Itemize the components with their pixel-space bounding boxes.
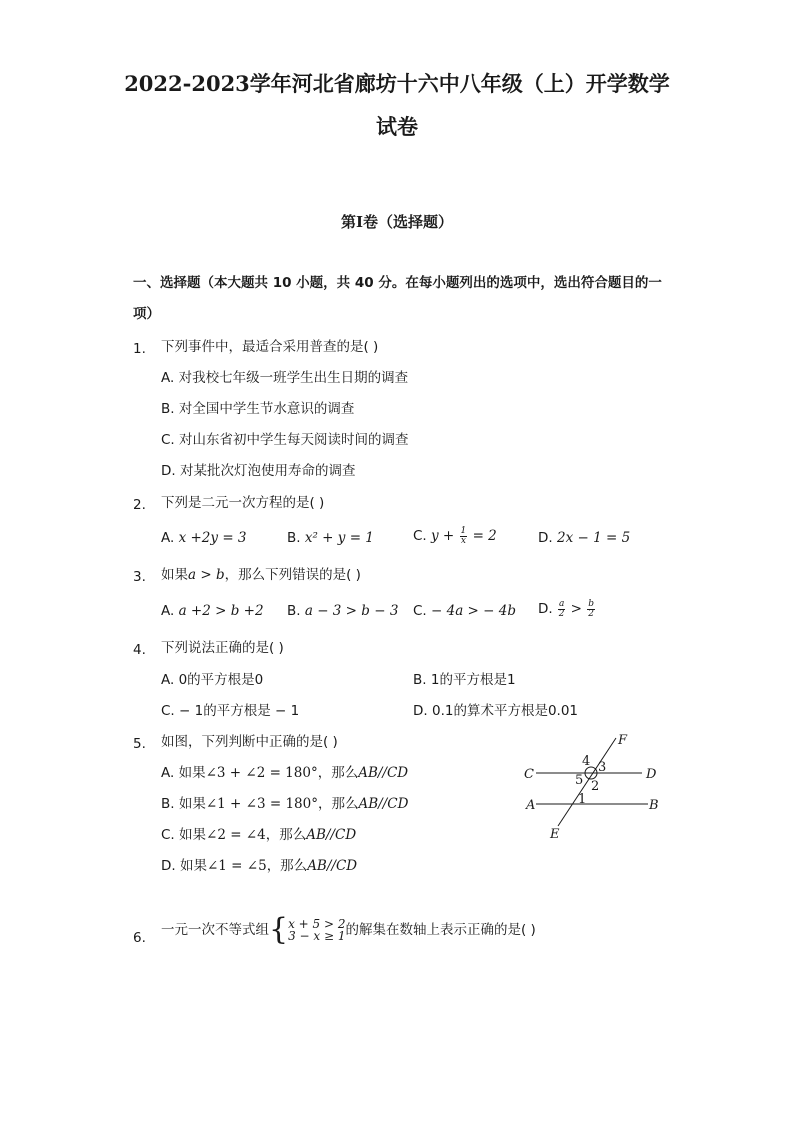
option-label: C. <box>413 603 427 619</box>
option-mid: ，那么 <box>317 765 359 781</box>
option-math: ∠1 + ∠3 = 180° <box>205 796 318 812</box>
question-5-number: 5. <box>133 736 146 752</box>
question-3-option-d <box>538 599 596 619</box>
fraction-denominator: 2 <box>588 608 595 619</box>
question-4-stem: 下列说法正确的是( ) <box>161 640 284 656</box>
option-label: A. <box>161 530 175 546</box>
fraction-denominator: x <box>460 535 466 546</box>
option-label: A. <box>161 370 175 386</box>
option-label: B. <box>287 603 301 619</box>
option-label: B. <box>413 672 427 688</box>
section-instructions-line1: 一、选择题（本大题共 10 小题，共 40 分。在每小题列出的选项中，选出符合题目的一 <box>133 275 662 291</box>
question-2-option-d <box>538 528 630 548</box>
option-label: A. <box>161 603 175 619</box>
parallel-lines-figure <box>520 728 670 843</box>
question-1-option-a <box>161 368 408 388</box>
option-math: ∠3 + ∠2 = 180° <box>205 765 318 781</box>
question-1-number: 1. <box>133 341 146 357</box>
angle-label-2: 2 <box>591 779 600 794</box>
option-text: 对某批次灯泡使用寿命的调查 <box>179 463 356 479</box>
option-label: A. <box>161 765 175 781</box>
question-5-option-a <box>161 763 408 783</box>
label-d: D <box>646 767 657 782</box>
question-5-stem: 如图，下列判断中正确的是( ) <box>161 734 338 750</box>
fraction-numerator: a <box>558 598 565 609</box>
line-ef <box>558 738 616 826</box>
question-4-option-d <box>413 701 578 721</box>
option-text: 对山东省初中学生每天阅读时间的调查 <box>179 432 409 448</box>
label-f: F <box>618 733 628 748</box>
question-3-stem <box>161 565 361 585</box>
option-math-pre: y + <box>431 528 459 544</box>
option-label: C. <box>413 528 427 544</box>
section-instructions <box>133 268 663 330</box>
question-5-option-d <box>161 856 357 876</box>
option-label: C. <box>161 827 175 843</box>
label-e: E <box>550 827 560 842</box>
option-math-mid: > <box>566 601 587 617</box>
option-label: D. <box>161 463 176 479</box>
option-math: 2x − 1 = 5 <box>556 530 631 546</box>
question-3-number: 3. <box>133 569 146 585</box>
option-label: B. <box>161 401 175 417</box>
angle-label-1: 1 <box>578 792 587 807</box>
option-math: x² + y = 1 <box>304 530 374 546</box>
question-2-number: 2. <box>133 497 146 513</box>
option-conclusion: AB//CD <box>358 796 409 812</box>
option-label: A. <box>161 672 175 688</box>
question-2-option-a <box>161 528 247 548</box>
option-label: D. <box>538 530 553 546</box>
label-a: A <box>526 798 536 813</box>
option-text: − 1的平方根是 − 1 <box>179 703 300 719</box>
angle-label-4: 4 <box>582 754 591 769</box>
option-mid: ，那么 <box>265 827 307 843</box>
option-pre: 如果 <box>178 765 206 781</box>
question-4-number: 4. <box>133 642 146 658</box>
option-pre: 如果 <box>179 827 207 843</box>
option-math: ∠2 = ∠4 <box>206 827 266 843</box>
angle-label-5: 5 <box>575 773 584 788</box>
option-label: B. <box>287 530 301 546</box>
option-mid: ，那么 <box>266 858 308 874</box>
stem-math: a > b <box>188 567 225 583</box>
option-mid: ，那么 <box>317 796 359 812</box>
option-label: D. <box>538 601 553 617</box>
question-1-option-c <box>161 430 409 450</box>
option-label: B. <box>161 796 175 812</box>
option-text: 0的平方根是0 <box>178 672 264 688</box>
option-text: 0.1的算术平方根是0.01 <box>431 703 579 719</box>
fraction-b-over-2 <box>587 600 595 619</box>
question-1-option-d <box>161 461 355 481</box>
fraction-denominator: 2 <box>558 608 565 619</box>
option-text: 对我校七年级一班学生出生日期的调查 <box>178 370 409 386</box>
option-math: ∠1 = ∠5 <box>206 858 267 874</box>
question-6-number: 6. <box>133 930 146 946</box>
stem-pre: 如果 <box>161 567 188 583</box>
option-label: D. <box>161 858 176 874</box>
option-pre: 如果 <box>179 858 207 874</box>
question-5-option-b <box>161 794 408 814</box>
volume-heading: 第I卷（选择题） <box>340 213 454 231</box>
option-label: D. <box>413 703 428 719</box>
option-label: C. <box>161 703 175 719</box>
exam-title-line1: 2022-2023学年河北省廊坊十六中八年级（上）开学数学 <box>124 71 670 96</box>
question-6-stem <box>161 912 536 947</box>
question-3-option-b <box>287 601 398 621</box>
option-math: a +2 > b +2 <box>178 603 264 619</box>
exam-title-line2: 试卷 <box>376 114 418 139</box>
option-conclusion: AB//CD <box>306 827 357 843</box>
label-b: B <box>649 798 659 813</box>
section-instructions-line2: 项） <box>133 306 160 322</box>
inequality-line-1: x + 5 > 2 <box>288 917 346 931</box>
option-math: − 4a > − 4b <box>431 603 516 619</box>
stem-post: ，那么下列错误的是( ) <box>224 567 361 583</box>
question-5-option-c <box>161 825 356 845</box>
question-4-option-b <box>413 670 516 690</box>
question-2-option-c <box>413 526 497 546</box>
question-3-option-a <box>161 601 264 621</box>
question-1-option-b <box>161 399 354 419</box>
inequality-system <box>288 918 345 942</box>
angle-label-3: 3 <box>598 760 607 775</box>
stem-post: 的解集在数轴上表示正确的是( ) <box>345 922 536 938</box>
label-c: C <box>524 767 534 782</box>
option-text: 对全国中学生节水意识的调查 <box>178 401 355 417</box>
fraction <box>460 527 468 546</box>
option-text: 1的平方根是1 <box>430 672 516 688</box>
question-2-stem: 下列是二元一次方程的是( ) <box>161 495 325 511</box>
option-conclusion: AB//CD <box>307 858 358 874</box>
inequality-line-2: 3 − x ≥ 1 <box>288 929 346 943</box>
option-math: a − 3 > b − 3 <box>304 603 399 619</box>
stem-pre: 一元一次不等式组 <box>161 922 269 938</box>
option-label: C. <box>161 432 175 448</box>
fraction-numerator: b <box>588 598 595 609</box>
fraction-numerator: 1 <box>460 525 467 536</box>
system-brace: { <box>269 912 289 947</box>
option-math-post: = 2 <box>468 528 497 544</box>
question-4-option-a <box>161 670 263 690</box>
option-math: x +2y = 3 <box>178 530 247 546</box>
question-4-option-c <box>161 701 299 721</box>
question-2-option-b <box>287 528 374 548</box>
question-3-option-c <box>413 601 516 621</box>
option-pre: 如果 <box>178 796 206 812</box>
fraction-a-over-2 <box>558 600 565 619</box>
question-1-stem: 下列事件中，最适合采用普查的是( ) <box>161 339 379 355</box>
option-conclusion: AB//CD <box>358 765 409 781</box>
